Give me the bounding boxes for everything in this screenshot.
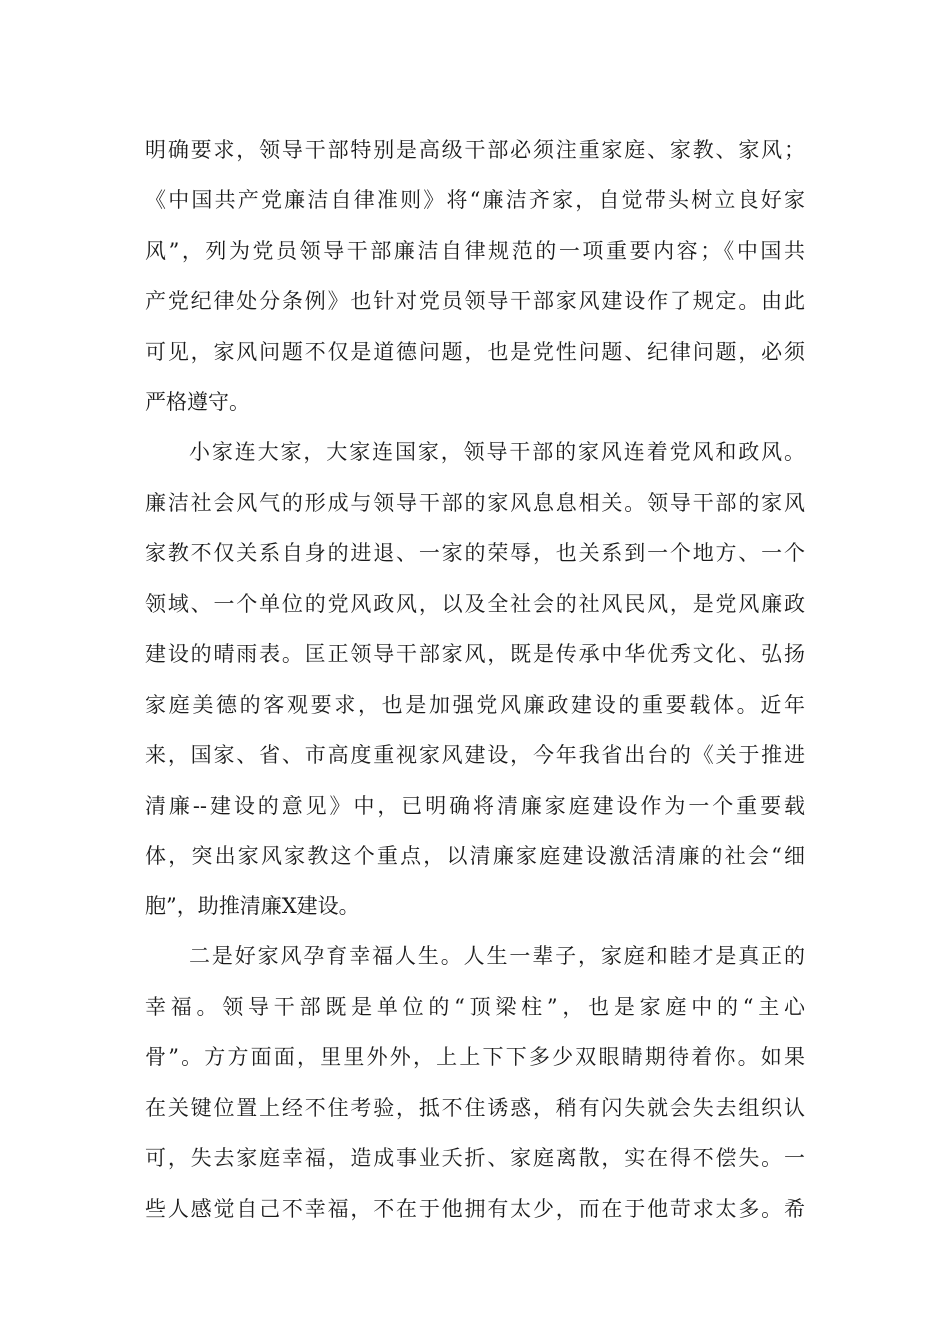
text-line: 明确要求，领导干部特别是高级干部必须注重家庭、家教、家风；	[145, 138, 805, 162]
text-line: 领域、一个单位的党风政风，以及全社会的社风民风，是党风廉政	[145, 592, 805, 616]
paragraph-first-line: 二是好家风孕育幸福人生。人生一辈子，家庭和睦才是真正的	[189, 944, 805, 968]
text-line: 些人感觉自己不幸福，不在于他拥有太少，而在于他苛求太多。希	[145, 1197, 805, 1221]
text-line: 风”，列为党员领导干部廉洁自律规范的一项重要内容；《中国共	[145, 239, 805, 263]
text-line: 体，突出家风家教这个重点，以清廉家庭建设激活清廉的社会“细	[145, 844, 805, 868]
text-line: 家庭美德的客观要求，也是加强党风廉政建设的重要载体。近年	[145, 693, 805, 717]
paragraph-first-line: 小家连大家，大家连国家，领导干部的家风连着党风和政风。	[189, 440, 805, 464]
text-line: 廉洁社会风气的形成与领导干部的家风息息相关。领导干部的家风	[145, 491, 805, 515]
text-line: 《中国共产党廉洁自律准则》将“廉洁齐家，自觉带头树立良好家	[145, 188, 805, 212]
text-line: 骨”。方方面面，里里外外，上上下下多少双眼睛期待着你。如果	[145, 1045, 805, 1069]
text-line: 在关键位置上经不住考验，抵不住诱惑，稍有闪失就会失去组织认	[145, 1096, 805, 1120]
text-line: 可见，家风问题不仅是道德问题，也是党性问题、纪律问题，必须	[145, 340, 805, 364]
text-line: 建设的晴雨表。匡正领导干部家风，既是传承中华优秀文化、弘扬	[145, 642, 805, 666]
text-line: 清廉--建设的意见》中，已明确将清廉家庭建设作为一个重要载	[145, 794, 805, 818]
text-line: 家教不仅关系自身的进退、一家的荣辱，也关系到一个地方、一个	[145, 541, 805, 565]
text-line: 产党纪律处分条例》也针对党员领导干部家风建设作了规定。由此	[145, 289, 805, 313]
text-line: 严格遵守。	[145, 390, 250, 414]
text-line: 可，失去家庭幸福，造成事业夭折、家庭离散，实在得不偿失。一	[145, 1146, 805, 1170]
text-line: 胞”，助推清廉X建设。	[145, 894, 360, 918]
text-line: 来，国家、省、市高度重视家风建设，今年我省出台的《关于推进	[145, 743, 805, 767]
text-line: 幸福。领导干部既是单位的“顶梁柱”，也是家庭中的“主心	[145, 995, 805, 1019]
